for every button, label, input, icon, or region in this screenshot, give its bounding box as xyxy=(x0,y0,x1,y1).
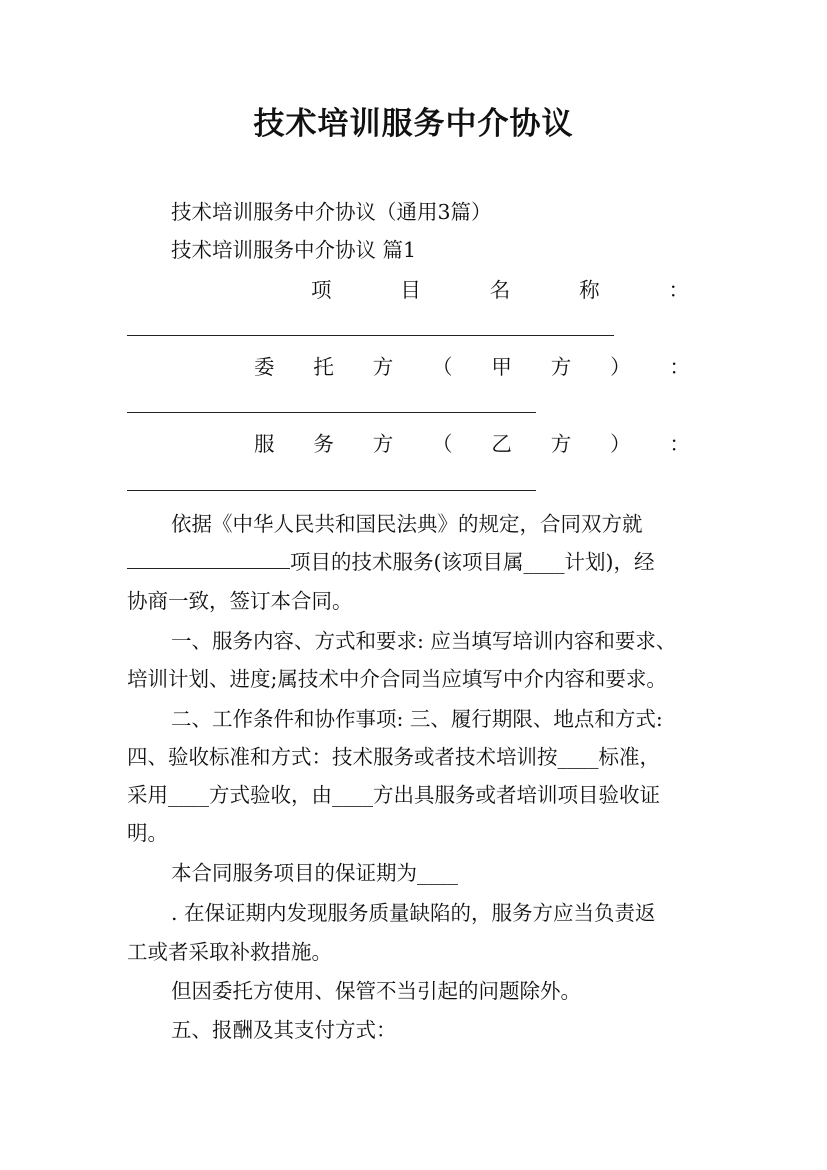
project-name-char: 项 xyxy=(311,278,332,302)
paragraph-line: 培训计划、进度;属技术中介合同当应填写中介内容和要求。 xyxy=(127,667,667,691)
provider-char: 服 xyxy=(254,432,275,456)
provider-char: ） xyxy=(610,432,631,456)
client-char: ） xyxy=(610,355,631,379)
paragraph-line: 采用____方式验收，由____方出具服务或者培训项目验收证 xyxy=(127,783,660,807)
client-char: 委 xyxy=(254,355,275,379)
paragraph-line xyxy=(127,547,707,577)
client-char: 甲 xyxy=(491,355,512,379)
paragraph-line: 四、验收标准和方式：技术服务或者技术培训按____标准， xyxy=(127,745,660,769)
paragraph-line: 二、工作条件和协作事项: 三、履行期限、地点和方式: xyxy=(171,707,663,731)
project-name-label xyxy=(311,275,689,305)
provider-char: ： xyxy=(669,432,690,456)
project-name-char: 目 xyxy=(400,278,421,302)
project-name-char: ： xyxy=(668,278,689,302)
part-heading: 技术培训服务中介协议 篇1 xyxy=(171,238,417,262)
client-char: ： xyxy=(669,355,690,379)
paragraph-line: 一、服务内容、方式和要求: 应当填写培训内容和要求、 xyxy=(171,629,677,653)
client-char: 方 xyxy=(372,355,394,379)
paragraph-line: 协商一致，签订本合同。 xyxy=(127,589,353,613)
client-char: 托 xyxy=(313,355,334,379)
paragraph-line: 明。 xyxy=(127,821,168,845)
project-blank xyxy=(127,550,290,569)
provider-char: 乙 xyxy=(491,432,512,456)
paragraph-line: 五、报酬及其支付方式： xyxy=(171,1018,397,1042)
document-subtitle: 技术培训服务中介协议（通用3篇） xyxy=(171,200,492,224)
paragraph-line: 依据《中华人民共和国民法典》的规定，合同双方就 xyxy=(171,512,643,536)
paragraph-line: 工或者采取补救措施。 xyxy=(127,940,332,964)
project-name-blank xyxy=(127,335,614,336)
document-title: 技术培训服务中介协议 xyxy=(253,106,574,142)
paragraph-line: . 在保证期内发现服务质量缺陷的，服务方应当负责返 xyxy=(171,901,656,925)
project-name-char: 称 xyxy=(579,278,600,302)
provider-blank xyxy=(127,490,536,491)
paragraph-line: 本合同服务项目的保证期为____ xyxy=(171,861,458,885)
provider-char: 方 xyxy=(372,432,394,456)
provider-char: 务 xyxy=(313,432,334,456)
client-label xyxy=(254,352,690,382)
provider-label xyxy=(254,429,690,459)
project-name-char: 名 xyxy=(489,278,511,302)
client-blank xyxy=(127,412,536,413)
paragraph-line: 但因委托方使用、保管不当引起的问题除外。 xyxy=(171,979,581,1003)
provider-char: 方 xyxy=(550,432,572,456)
paragraph-text: 项目的技术服务(该项目属____计划)，经 xyxy=(290,550,655,574)
client-char: （ xyxy=(432,355,453,379)
client-char: 方 xyxy=(550,355,572,379)
provider-char: （ xyxy=(432,432,453,456)
